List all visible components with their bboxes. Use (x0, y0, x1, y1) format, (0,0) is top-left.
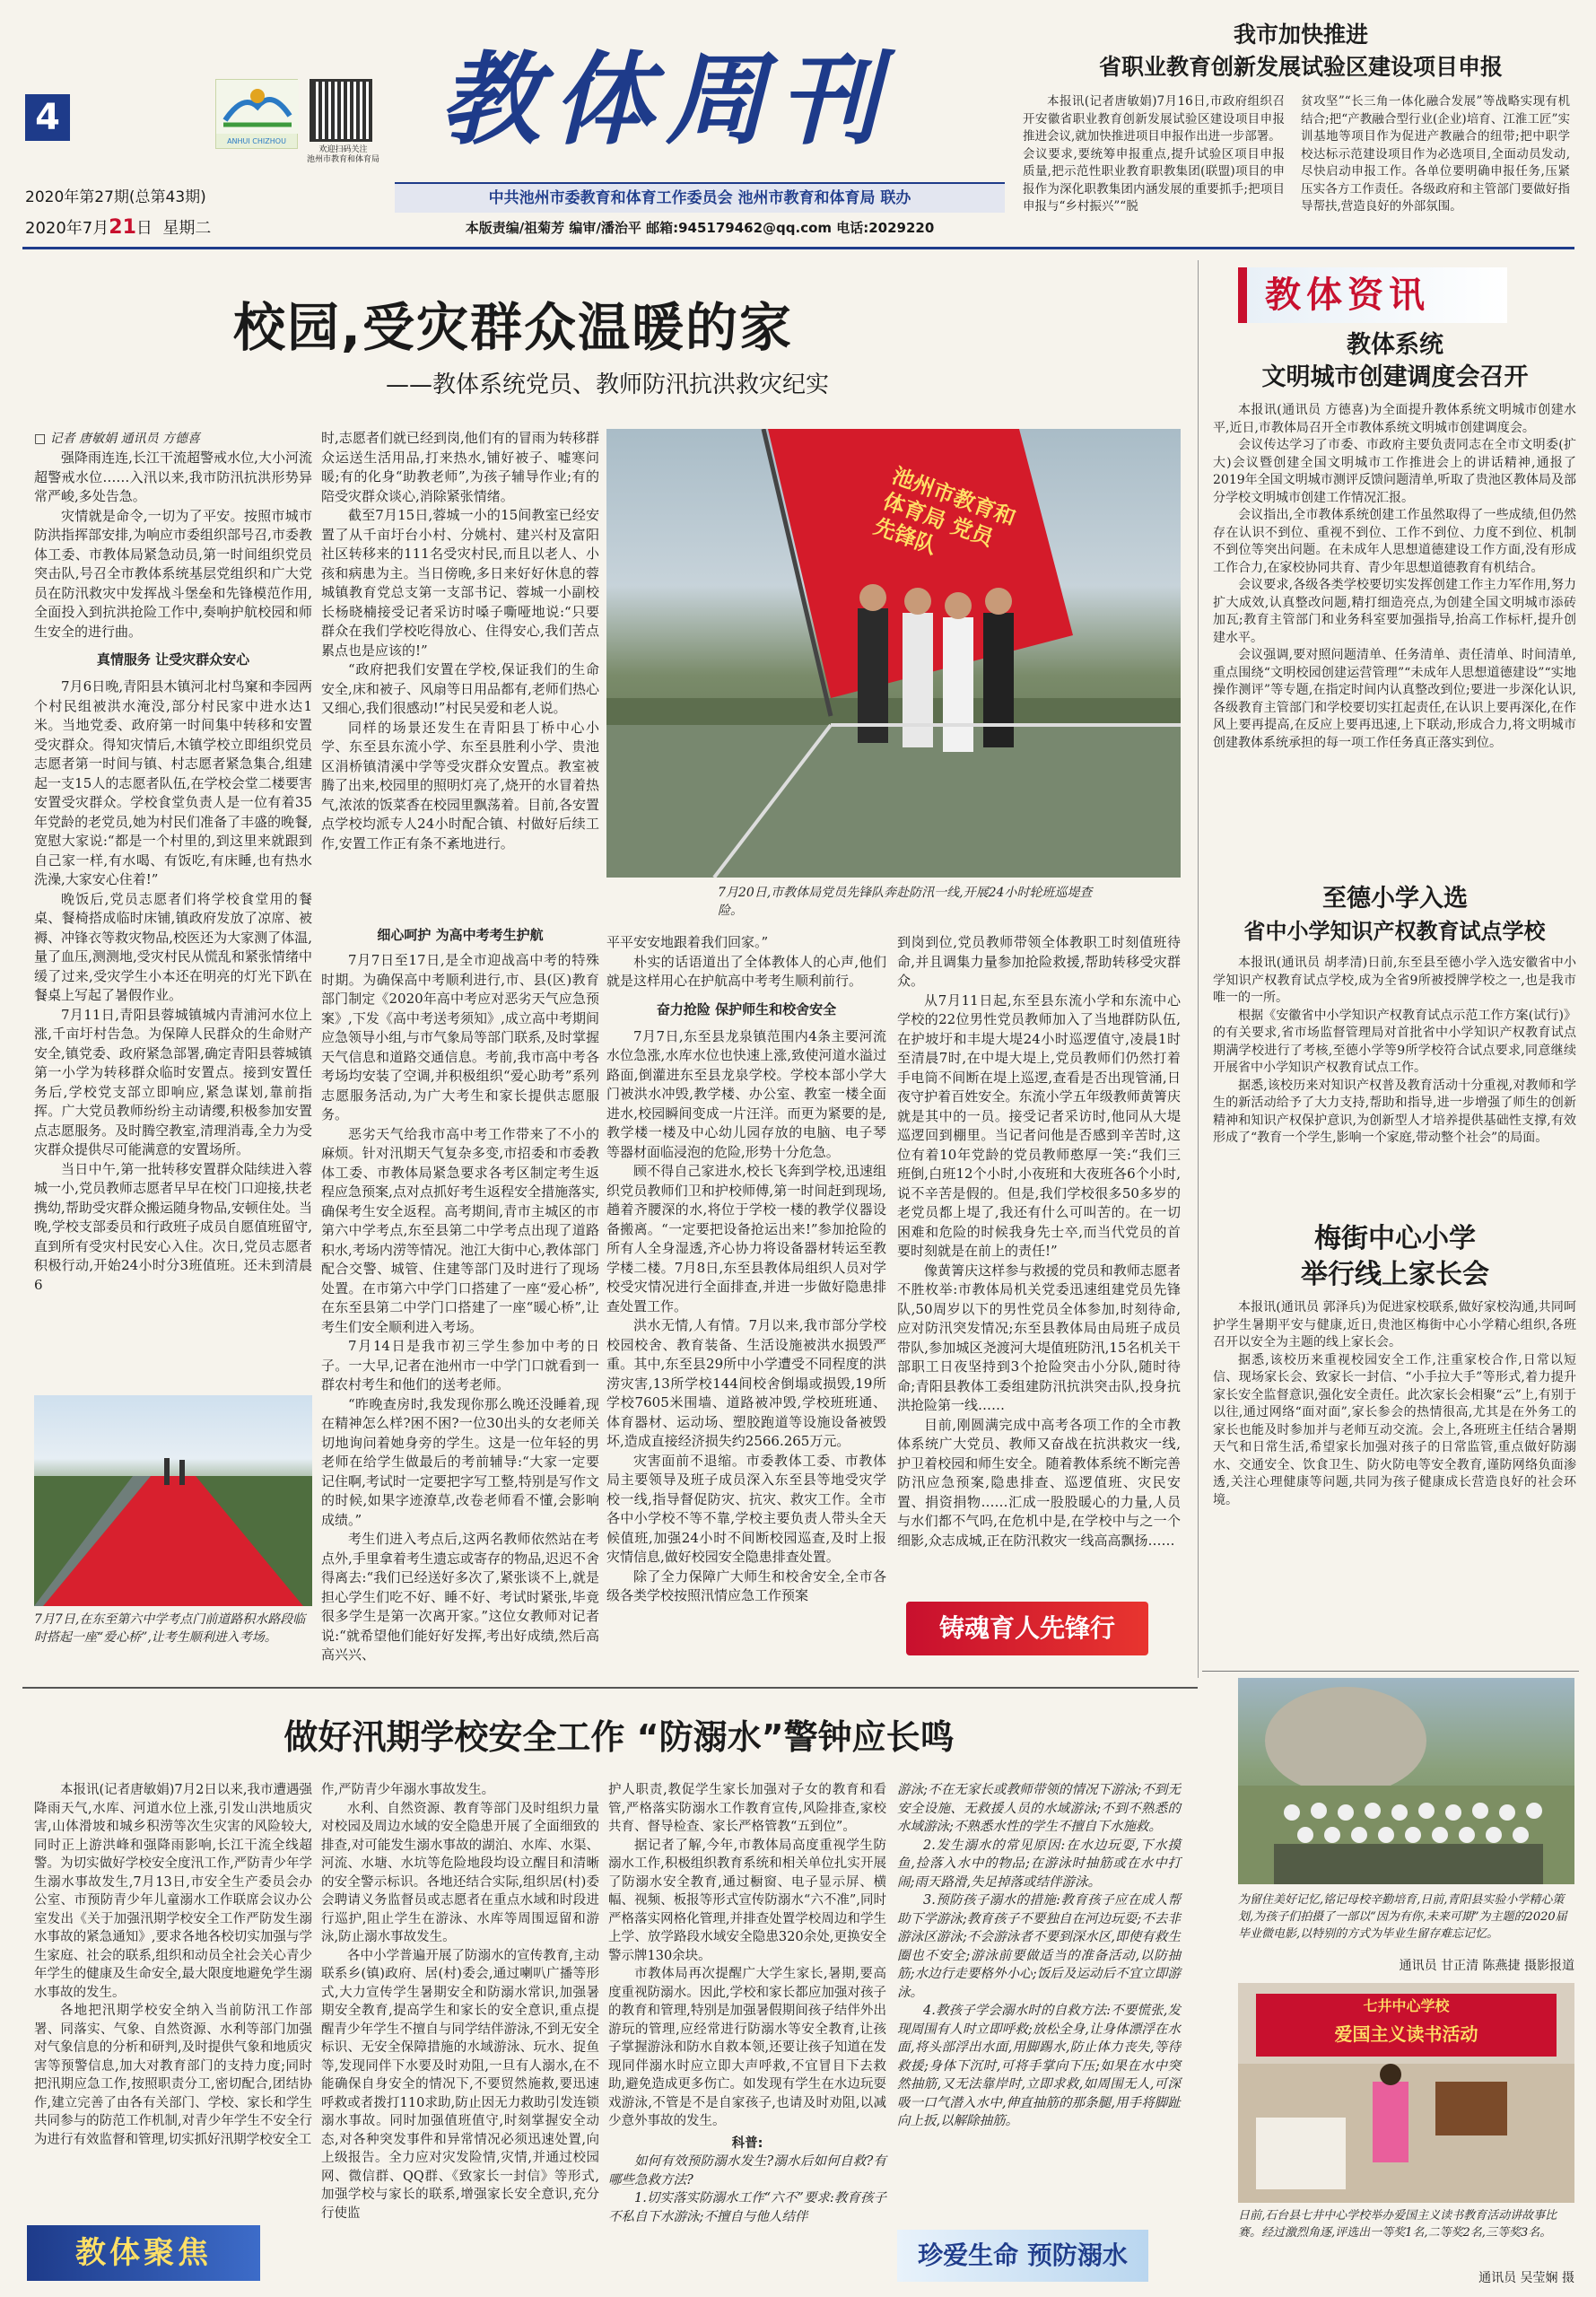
paragraph: 本报讯(记者唐敏娟)7月2日以来,我市遭遇强降雨天气,水库、河道水位上涨,引发山洪地质灾害,山体滑坡和城乡积涝等次生灾害的风险较大,同时正上游洪峰和强降雨影响,长江干流全线超警。为切实做好学校安全度汛工作,严防青少年学生溺水事故发生,7月13日,市安全生产委员会办公室、市预防青少年儿童溺水工作联席会议办公室发出《关于加强汛期学校安全工作严防发生溺水事故的紧急通知》,要求各地各校切实加强与学生家庭、社会的联系,组织和动员全社会关心青少年学生的健康及生命安全,最大限度地避免学生溺水事故的发生。 (34, 1783, 312, 2000)
paragraph: 强降雨连连,长江干流超警戒水位,大小河流超警戒水位……入汛以来,我市防汛抗洪形势异常严峻,多处告急。 (34, 450, 312, 504)
paragraph: 晚饭后,党员志愿者们将学校食堂用的餐桌、餐椅搭成临时床铺,镇政府发放了凉席、被褥、冲锋衣等救灾物品,校医还为大家测了体温,量了血压,测测地,受灾村民从慌乱和紧张情绪中缓了过来,受灾学生小本还在明亮的灯光下趴在餐桌上写起了暑假作业。 (34, 890, 312, 1003)
page-number: 4 (35, 97, 60, 138)
news-brand-text: 教体资讯 (1265, 275, 1430, 316)
subhead: 细心呵护 为高中考考生护航 (377, 927, 544, 943)
news-3-title-2: 举行线上家长会 (1301, 1259, 1489, 1290)
paragraph: 恶劣天气给我市高中考工作带来了不小的麻烦。针对汛期天气复杂多变,市招委和市委教体工委、市教体局紧急要求各考区制定考生返程应急预案,点对点抓好考生返程安全措施落实,确保考生安全返程。高考期间,青市主城区的市第六中学考点,东至县第二中学考点出现了道路积水,考场内涝等情况。池江大街中心,教体部门配合交警、城管、住建等部门及时进行了现场处置。在市第六中学门口搭建了一座“爱心桥”,在东至县第二中学门口搭建了一座“暖心桥”,让考生们安全顺利进入考场。 (321, 1125, 599, 1335)
news-3-body (1213, 1299, 1576, 1509)
bottom-col-1 (34, 1781, 312, 2149)
news-2-title-2: 省中小学知识产权教育试点学校 (1243, 919, 1546, 944)
paragraph: 灾情就是命令,一切为了平安。按照市城市防洪指挥部安排,为响应市委组织部号召,市委教体工委、市教体局紧急动员,第一时间组织党员突击队,号召全市教体系统基层党组织和广大党员在防汛救灾中发挥战斗堡垒和先锋模范作用,全面投入到抗洪抢险工作中,奏响护航校园和师生安全的进行曲。 (34, 507, 312, 640)
paragraph: 平平安安地跟着我们回家。” (606, 934, 769, 950)
group-photo-icon (1238, 1678, 1574, 1884)
news-1-body (1213, 402, 1576, 752)
page-number-box (25, 94, 70, 141)
feature-col-2b (321, 924, 599, 1665)
paragraph: “昨晚查房时,我发现你那么晚还没睡着,现在精神怎么样?困不困?一位30出头的女老师关切地询问着她身旁的学生。这是一位年轻的男老师在给学生做最后的考前辅导:“大家一定要记住啊,考试时一定要把字写工整,特别是写作文的时候,如果字迹潦草,改卷老师看不懂,会影响成绩。” (321, 1395, 599, 1528)
banner-line-2: 爱国主义读书活动 (1334, 2023, 1478, 2045)
chizhou-logo (215, 79, 298, 149)
paragraph: 朴实的话语道出了全体教体人的心声,他们就是这样用心在护航高中考考生顺利前行。 (606, 953, 886, 989)
date-tail: 日 (135, 219, 153, 238)
paragraph: 到岗到位,党员教师带领全体教职工时刻值班待命,并且调集力量参加抢险救援,帮助转移受灾群众。 (897, 934, 1181, 989)
bottom-title: 做好汛期学校安全工作 “防溺水”警钟应长鸣 (283, 1717, 955, 1757)
paragraph: 本报讯(通讯员 郭泽兵)为促进家校联系,做好家校沟通,共同呵护学生暑期平安与健康,近日,贵池区梅街中心小学精心组织,各班召开以安全为主题的线上家长会。 (1213, 1300, 1576, 1349)
date-text: 2020年7月 (25, 219, 109, 238)
paragraph: 7月11日,青阳县蓉城镇城内青浦河水位上涨,千亩圩村告急。为保障人民群众的生命财产安全,镇党委、政府紧急部署,确定青阳县蓉城镇第一小学为转移群众临时安置点。接到安置任务后,学校党支部立即响应,紧急谋划,靠前指挥。广大党员教师纷纷主动请缨,积极参加安置点志愿服务。及时腾空教室,清理消毒,全力为受灾群众提供尽可能满意的安置场所。 (34, 1006, 312, 1157)
paragraph: 考生们进入考点后,这两名教师依然站在考点外,手里拿着考生遗忘或寄存的物品,迟迟不舍得离去:“我们已经送好多次了,紧张谈不上,就是担心学生们吃不好、睡不好、考试时紧张,毕竟很多学生是第一次离开家。”这位女教师对记者说:“就希望他们能好好发挥,考出好成绩,然后高高兴兴、 (321, 1531, 599, 1663)
photo-love-bridge (34, 1395, 312, 1606)
footer-left-banner (27, 2225, 260, 2281)
paragraph: 各中小学普遍开展了防溺水的宣传教育,主动联系乡(镇)政府、居(村)委会,通过喇叭广播等形式,大力宣传学生暑期安全和防溺水常识,加强暑期安全教育,提高学生和家长的安全意识,重点提醒青少年学生不擅自与同学结伴游泳,不到无安全标识、无安全保障措施的水域游泳、玩水、捉鱼等,发现同伴下水要及时劝阻,一旦有人溺水,在不能确保自身安全的情况下,不要贸然施救,要迅速呼救或者拨打110求助,防止因无力救助引发连锁溺水事故。同时加强值班值守,时刻掌握安全动态,对各种突发事件和异常情况必须迅速处置,向上级报告。全力应对灾发险情,灾情,并通过校园网、微信群、QQ群、《致家长一封信》等形式,加强学校与家长的联系,增强家长安全意识,充分行使监 (321, 1948, 599, 2221)
paragraph: 目前,刚圆满完成中高考各项工作的全市教体系统广大党员、教师又奋战在抗洪救灾一线,护卫着校园和师生安全。随着教体系统不断完善防汛应急预案,隐患排查、巡逻值班、灾民安置、捐资捐物……汇成一股股暖心的力量,人员与水们都不气吗,在危机中是,在学校中与之一个细影,众志成城,正在防汛救灾一线高高飘扬…… (897, 1416, 1181, 1549)
sponsor-line (395, 182, 1005, 213)
paragraph: 3.预防孩子溺水的措施:教育孩子应在成人帮助下学游泳;教育孩子不要独自在河边玩耍;不去非游泳区游泳;不会游泳者不要到深水区,即使有救生圈也不安全;游泳前要做适当的准备活动,以防抽筋;水边行走要格外小心;饭后及运动后不宜立即游泳。 (897, 1893, 1181, 2000)
paragraph: 护人职责,教促学生家长加强对子女的教育和看管,严格落实防溺水工作教育宣传,风险排查,家校共育、督导检查、家长严格管教“五到位”。 (608, 1783, 886, 1834)
feature-col-1 (34, 449, 312, 1295)
paragraph: 从7月11日起,东至县东流小学和东流中心学校的22位男性党员教师加入了当地群防队伍,在护坡圩和丰堤大堤24小时巡逻值守,凌晨1时至清晨7时,在中堤大堤上,党员教师们仍然打着手电筒不间断在堤上巡逻,查看是否出现管涌,日夜守护着百姓安全。东流小学五年级教师黄箐庆就是其中的一员。接受记者采访时,他同从大堤巡逻回到棚里。当记者问他是否感到辛苦时,这位有着10年党龄的党员教师憨厚一笑:“我们三班倒,白班12个小时,小夜班和大夜班各6个小时,说不辛苦是假的。但是,我们学校很多50多岁的老党员都上堤了,我还有什么可叫苦的。在一切困难和危险的时候我身先士卒,而当代党员的首要时刻就是在前上的责任!” (897, 991, 1181, 1259)
footer-right-banner (897, 2230, 1148, 2282)
photo-caption: 7月20日,市教体局党员先锋队奔赴防汛一线,开展24小时轮班巡堤查险。 (718, 886, 1093, 918)
paragraph: 各地把汛期学校安全纳入当前防汛工作部署、同落实、气象、自然资源、水利等部门加强对气象信息的分析和研判,及时提供气象和地质灾害等预警信息,加大对教育部门的支持力度;同时把汛期应急工作,按照职责分工,密切配合,团结协作,建立完善了由各有关部门、学校、家长和学生共同参与的防范工作机制,对青少年学生不安全行为进行有效监督和管理,切实抓好汛期学校安全工 (34, 2004, 312, 2147)
vanguard-badge (906, 1602, 1148, 1655)
photo-caption: 7月7日,在东至第六中学考点门前道路积水路段临时搭起一座“爱心桥”,让考生顺利进入考场。 (34, 1612, 306, 1645)
paragraph: 会议要求,各级各类学校要切实发挥创建工作主力军作用,努力扩大成效,认真整改问题,精打细造亮点,为创建全国文明城市添砖加瓦;教育主管部门和业务科室要加强指导,抬高工作标杆,提升创建水平。 (1213, 578, 1576, 645)
paragraph: 游泳;不在无家长或教师带领的情况下游泳;不到无安全设施、无救援人员的水域游泳;不到不熟悉的水域游泳;不熟悉水性的学生不擅自下水施救。 (897, 1783, 1181, 1834)
date-day: 21 (109, 216, 136, 239)
masthead-title: 教体周刊 (440, 41, 892, 159)
paragraph: 本报讯(通讯员 胡孝清)日前,东至县至德小学入选安徽省中小学知识产权教育试点学校,成为全省9所被授牌学校之一,也是我市唯一的一所。 (1213, 956, 1576, 1005)
paragraph: 灾害面前不退缩。市委教体工委、市教体局主要领导及班子成员深入东至县等地受灾学校一线,指导督促防灾、抗灾、救灾工作。全市各中小学校不等不靠,学校主要负责人带头全天候值班,加强24小时不间断校园巡查,及时上报灾情信息,做好校园安全隐患排查处置。 (606, 1452, 886, 1565)
news-2-body (1213, 955, 1576, 1148)
news-brand (1238, 267, 1507, 323)
top-right-headline-1: 我市加快推进 (1233, 22, 1368, 48)
feature-col-3 (606, 933, 886, 1606)
paragraph: 本报讯(通讯员 方德喜)为全面提升教体系统文明城市创建水平,近日,市教体局召开全市教体系统文明城市创建调度会。 (1213, 403, 1576, 435)
news-1-title-1: 教体系统 (1347, 331, 1443, 359)
bridge-scene-icon (34, 1395, 312, 1606)
top-right-col-1: 本报讯(记者唐敏娟)7月16日,市政府组织召开安徽省职业教育创新发展试验区建设项目申报推进会议,就加快推进项目申报作出进一步部署。 会议要求,要统筹申报重点,提升试验区项目申报质量,把示范性职业教育职教集团(联盟)项目的申报作为深化职教集团内涵发展的重要抓手;把项目申报与“乡村振兴”“脱 (1023, 94, 1285, 214)
paragraph: 4.教孩子学会溺水时的自救方法:不要慌张,发现周围有人时立即呼救;放松全身,让身体漂浮在水面,将头部浮出水面,用脚踢水,防止体力丧失,等待救援;身体下沉时,可将手掌向下压;如果在水中突然抽筋,又无法靠岸时,立即求救,如周围无人,可深吸一口气潜入水中,伸直抽筋的那条腿,用手将脚趾向上扳,以解除抽筋。 (897, 2004, 1181, 2128)
paragraph: 像黄箐庆这样参与救援的党员和教师志愿者不胜枚举:市教体局机关党委迅速组建党员先锋队,50周岁以下的男性党员全体参加,时刻待命,应对防汛突发情况;东至县教体局由局班子成员带队,参加城区尧渡河大堤值班防汛,15名机关干部职工日夜坚持到3个抢险突击小分队,随时待命;青阳县教体工委组建防汛抗洪突击队,投身抗洪抢险第一线…… (897, 1262, 1181, 1413)
paragraph: 7月7日,东至县龙泉镇范围内4条主要河流水位急涨,水库水位也快速上涨,致使河道水溢过路面,倒灌进东至县龙泉学校。学校本部小学大门被洪水冲毁,教学楼、办公室、教室一楼全面进水,校园瞬间变成一片汪洋。而更为紧要的是,教学楼一楼及中心幼儿园存放的电脑、电子琴等器材面临浸泡的危险,形势十分危急。 (606, 1027, 886, 1160)
paragraph: 7月6日晚,青阳县木镇河北村鸟窠和李园两个村民组被洪水淹没,部分村民家中进水达1米。当地党委、政府第一时间集中转移和安置受灾群众。得知灾情后,木镇学校立即组织党员志愿者第一时间与镇、村志愿者紧急集合,组建起一支15人的志愿者队伍,在学校会堂二楼要害安置受灾群众。学校食堂负责人是一位有着35年党龄的老党员,她为村民们准备了丰盛的晚餐,宽慰大家说:“都是一个村里的,到这里来就跟到自己家一样,有水喝、有饭吃,有床睡,也有热水洗澡,大家安心住着!” (34, 678, 312, 887)
photo-caption: 为留住美好记忆,铭记母校辛勤培育,日前,青阳县实验小学精心策划,为孩子们拍摄了一部以“因为有你,未来可期”为主题的2020届毕业微电影,以特别的方式为毕业生留存难忘记忆。 (1238, 1893, 1567, 1941)
section-rule (1202, 1671, 1579, 1672)
logo-icon (216, 80, 299, 134)
badge-text: 铸魂育人先锋行 (938, 1613, 1115, 1643)
masthead-rule (22, 247, 1574, 249)
paragraph: 除了全力保障广大师生和校舍安全,全市各级各类学校按照汛情应急工作预案 (606, 1568, 886, 1603)
photo-credit: 通讯员 吴莹娴 摄 (1478, 2271, 1574, 2285)
banner-line-1: 七井中心学校 (1363, 1997, 1450, 2014)
top-right-headline-2: 省职业教育创新发展试验区建设项目申报 (1098, 54, 1503, 80)
news-1-title-2: 文明城市创建调度会召开 (1261, 363, 1529, 391)
flag-text: 池州市教育和体育局 党员先锋队 (870, 462, 1020, 560)
photo-credit: 通讯员 甘正清 陈燕捷 摄影报道 (1399, 1959, 1574, 1973)
weekday: 星期二 (162, 219, 212, 238)
issue-info: 2020年第27期(总第43期) (25, 188, 206, 206)
photo-reading-activity (1238, 1983, 1574, 2203)
banner (1256, 1994, 1557, 2057)
photo-party-vanguard (606, 429, 1181, 878)
photo-graduation (1238, 1678, 1574, 1884)
paragraph: 会议强调,要对照问题清单、任务清单、责任清单、时间清单,重点围绕“文明校园创建运营管理”“未成年人思想道德建设”“实地操作测评”等专题,在指定时间内认真整改到位;要进一步深化认识,各级教育主管部门和学校要切实扛起责任,在认识上要再深化,在作风上要再提高,在反应上要再迅速,上下联动,形成合力,将文明城市创建教体系统承担的每一项工作任务真正落实到位。 (1213, 648, 1576, 750)
footer-right-text: 珍爱生命 预防溺水 (918, 2240, 1128, 2270)
paragraph: 时,志愿者们就已经到岗,他们有的冒雨为转移群众运送生活用品,打来热水,铺好被子、嘘寒问暖;有的化身“助教老师”,为孩子辅导作业;有的陪受灾群众谈心,消除紧张情绪。 (321, 430, 599, 504)
feature-col-4 (897, 933, 1181, 1550)
sponsors: 中共池州市委教育和体育工作委员会 池州市教育和体育局 联办 (488, 189, 911, 207)
paragraph: “政府把我们安置在学校,保证我们的生命安全,床和被子、风扇等日用品都有,老师们热心又细心,我们很感动!”村民吴爱和老人说。 (321, 661, 599, 716)
bottom-col-3 (608, 1781, 886, 2226)
photo-caption: 日前,石台县七井中心学校举办爱国主义读书教育活动讲故事比赛。经过激烈角逐,评选出一等奖1名,二等奖2名,三等奖3名。 (1238, 2209, 1557, 2240)
feature-col-2 (321, 429, 599, 853)
date-line (25, 215, 211, 239)
paragraph: 同样的场景还发生在青阳县丁桥中心小学、东至县东流小学、东至县胜利小学、贵池区涓桥镇清溪中学等受灾群众安置点。教室被腾了出来,校园里的照明灯亮了,烧开的水冒着热气,浓浓的饭菜香在校园里飘荡着。目前,各安置点学校均派专人24小时配合镇、村做好后续工作,安置工作正有条不紊地进行。 (321, 719, 599, 852)
subhead: 真情服务 让受灾群众安心 (96, 651, 250, 668)
feature-title: 校园,受灾群众温暖的家 (233, 297, 794, 358)
bottom-rule (22, 1687, 1198, 1689)
paragraph: 当日中午,第一批转移安置群众陆续进入蓉城一小,党员教师志愿者早早在校门口迎接,扶老携幼,帮助受灾群众搬运随身物品,安顿住处。当晚,学校支部委员和行政班子成员自愿值班留守,直到所有受灾村民安心入住。次日,党员志愿者积极行动,开始24小时分3班值班。还未到清晨6 (34, 1160, 312, 1293)
paragraph: 水利、自然资源、教育等部门及时组织力量对校园及周边水域的安全隐患开展了全面细致的排查,对可能发生溺水事故的湖泊、水库、水渠、河流、水塘、水坑等危险地段均设立醒目和清晰的安全警示标识。各地还结合实际,组织居(村)委会聘请义务监督员或志愿者在重点水域和时段进行巡护,阻止学生在游泳、水库等周围逗留和游泳,防止溺水事故发生。 (321, 1801, 599, 1944)
paragraph: 市教体局再次提醒广大学生家长,暑期,要高度重视防溺水。因此,学校和家长都应加强对孩子的教育和管理,特别是加强暑假期间孩子结伴外出游玩的管理,应经常进行防溺水等安全教育,让孩子掌握游泳和防水自救本领,还要让孩子知道在发现同伴溺水时应立即大声呼救,不宜冒目下去救助,避免造成更多伤亡。如发现有学生在水边玩耍戏游泳,不管是不是自家孩子,也请及时劝阻,以减少意外事故的发生。 (608, 1967, 886, 2128)
bottom-col-4 (897, 1781, 1181, 2131)
classroom-icon (1238, 2064, 1574, 2203)
paragraph: 1.切实落实防溺水工作“六不”要求:教育孩子不私自下水游泳;不擅自与他人结伴 (608, 2191, 886, 2224)
top-right-col-2: 贫攻坚”“长三角一体化融合发展”等战略实现有机结合;把“产教融合型行业(企业)培育、江淮工匠”实训基地等项目作为促进产教融合的纽带;把中职学校达标示范建设项目作为必选项目,全面动员发动,尽快启动申报工作。各单位要明确申报任务,压紧压实各方工作责任。各级政府和主管部门要做好指导帮扶,营造良好的外部氛围。 (1301, 94, 1570, 214)
logo-text: ANHUI CHIZHOU (227, 137, 286, 145)
paragraph: 作,严防青少年溺水事故发生。 (321, 1783, 495, 1797)
subhead: 科普: (731, 2135, 763, 2151)
news-3-title-1: 梅街中心小学 (1314, 1223, 1476, 1254)
news-2-title-1: 至德小学入选 (1322, 885, 1468, 913)
qr-caption: 欢迎扫码关注 池州市教育和体育局 (306, 145, 379, 164)
paragraph: 洪水无情,人有情。7月以来,我市部分学校校园校舍、教育装备、生活设施被洪水损毁严重。其中,东至县29所中小学遭受不同程度的洪涝灾害,13所学校144间校舍倒塌或损毁,19所学校7605米围墙、道路被冲毁,学校班班通、体育器材、运动场、塑胶跑道等设施设备被毁坏,造成直接经济损失约2566.265万元。 (606, 1317, 886, 1449)
paragraph: 7月14日是我市初三学生参加中考的日子。一大早,记者在池州市一中学门口就看到一群农村考生和他们的送考老师。 (321, 1338, 599, 1393)
bottom-col-2 (321, 1781, 599, 2223)
feature-subtitle: ——教体系统党员、教师防汛抗洪救灾纪实 (386, 371, 830, 398)
paragraph: 根据《安徽省中小学知识产权教育试点示范工作方案(试行)》的有关要求,省市场监督管理局对首批省中小学知识产权教育试点期满学校进行了考核,至德小学等9所学校符合试点要求,同意继续开展省中小学知识产权教育试点工作。 (1213, 1008, 1576, 1075)
subhead: 奋力抢险 保护师生和校舍安全 (656, 1000, 837, 1017)
paragraph: 据记者了解,今年,市教体局高度重视学生防溺水工作,积极组织教育系统和相关单位扎实开展了防溺水安全教育,通过橱窗、电子显示屏、横幅、视频、板报等形式宣传防溺水“六不准”,同时严格落实网格化管理,并排查处置学校周边和学生上学、放学路段水域安全隐患320余处,更换安全警示牌130余块。 (608, 1838, 886, 1963)
paragraph: 截至7月15日,蓉城一小的15间教室已经安置了从千亩圩台小村、分姚村、建兴村及富阳社区转移来的111名受灾村民,而且以老人、小孩和病患为主。当日傍晚,多日来好好休息的蓉城镇教育党总支第一支部书记、蓉城一小副校长杨晓楠接受记者采访时嗓子嘶哑地说:“只要群众在我们学校吃得放心、住得安心,我们苦点累点也是应该的!” (321, 507, 599, 659)
paragraph: 2.发生溺水的常见原因:在水边玩耍,下水摸鱼,捡落入水中的物品;在游泳时抽筋或在水中打闹;雨天路滑,失足掉落或结伴游泳。 (897, 1838, 1181, 1890)
column-divider (1198, 260, 1199, 1678)
feature-byline: □ 记者 唐敏娟 通讯员 方德喜 (34, 432, 201, 446)
paragraph: 会议传达学习了市委、市政府主要负责同志在全市文明委(扩大)会议暨创建全国文明城市工作推进会上的讲话精神,通报了2019年全国文明城市测评反馈问题清单,听取了贵池区教体局及部分学校文明城市创建工作情况汇报。 (1213, 438, 1576, 505)
qr-code[interactable] (310, 79, 372, 142)
paragraph: 据悉,该校历来对知识产权普及教育活动十分重视,对教师和学生的新活动给予了大力支持,帮助和指导,进一步增强了师生的创新精神和知识产权保护意识,为创新型人才培养提供基础性支撑,有效形成了“教育一个学生,影响一个家庭,带动整个社会”的局面。 (1213, 1078, 1576, 1145)
paragraph: 顾不得自己家进水,校长飞奔到学校,迅速组织党员教师们卫和护校师傅,第一时间赶到现场,趟着齐腰深的水,将位于学校一楼的教学仪器设备搬离。“一定要把设备抢运出来!”参加抢险的所有人全身湿透,齐心协力将设备器材转运至教学楼二楼。7月8日,东至县教体局组织人员对学校受灾情况进行全面排查,并进一步做好隐患排查处置工作。 (606, 1163, 886, 1314)
paragraph: 会议指出,全市教体系统创建工作虽然取得了一些成绩,但仍然存在认识不到位、重视不到位、工作不到位、力度不到位、机制不到位等突出问题。在未成年人思想道德建设工作方面,没有形成工作合力,在家校协同共育、青少年思想道德教育有机结合。 (1213, 508, 1576, 575)
paragraph: 7月7日至17日,是全市迎战高中考的特殊时期。为确保高中考顺利进行,市、县(区)教育部门制定《2020年高中考应对恶劣天气应急预案》,下发《高中考送考须知》,成立高中考期间应急领导小组,与市气象局等部门联系,及时掌握天气信息和道路交通信息。考前,我市高中考各考场均安装了空调,并积极组织“爱心助考”系列志愿服务活动,为广大考生和家长提供志愿服务。 (321, 952, 599, 1122)
footer-left-text: 教体聚焦 (75, 2235, 212, 2271)
paragraph: 据悉,该校历来重视校园安全工作,注重家校合作,日常以短信、现场家长会、致家长一封信、“小手拉大手”等形式,着力提升家长安全监督意识,强化安全责任。此次家长会相聚“云”上,有别于以往,通过网络“面对面”,家长参会的热情很高,尤其是在外务工的家长也能及时参加并与老师互动交流。会上,各班班主任结合暑期天气和日常生活,希望家长加强对孩子的日常监管,重点做好防溺水、交通安全、饮食卫生、防火防电等安全教育,谨防网络负面渗透,关注心理健康等问题,共同为孩子健康成长营造良好的社会环境。 (1213, 1352, 1576, 1507)
paragraph: 如何有效预防溺水发生?溺水后如何自救?有哪些急救方法? (608, 2154, 886, 2188)
editor-line: 本版责编/祖菊芳 编审/潘治平 邮箱:945179462@qq.com 电话:2029220 (465, 220, 935, 236)
